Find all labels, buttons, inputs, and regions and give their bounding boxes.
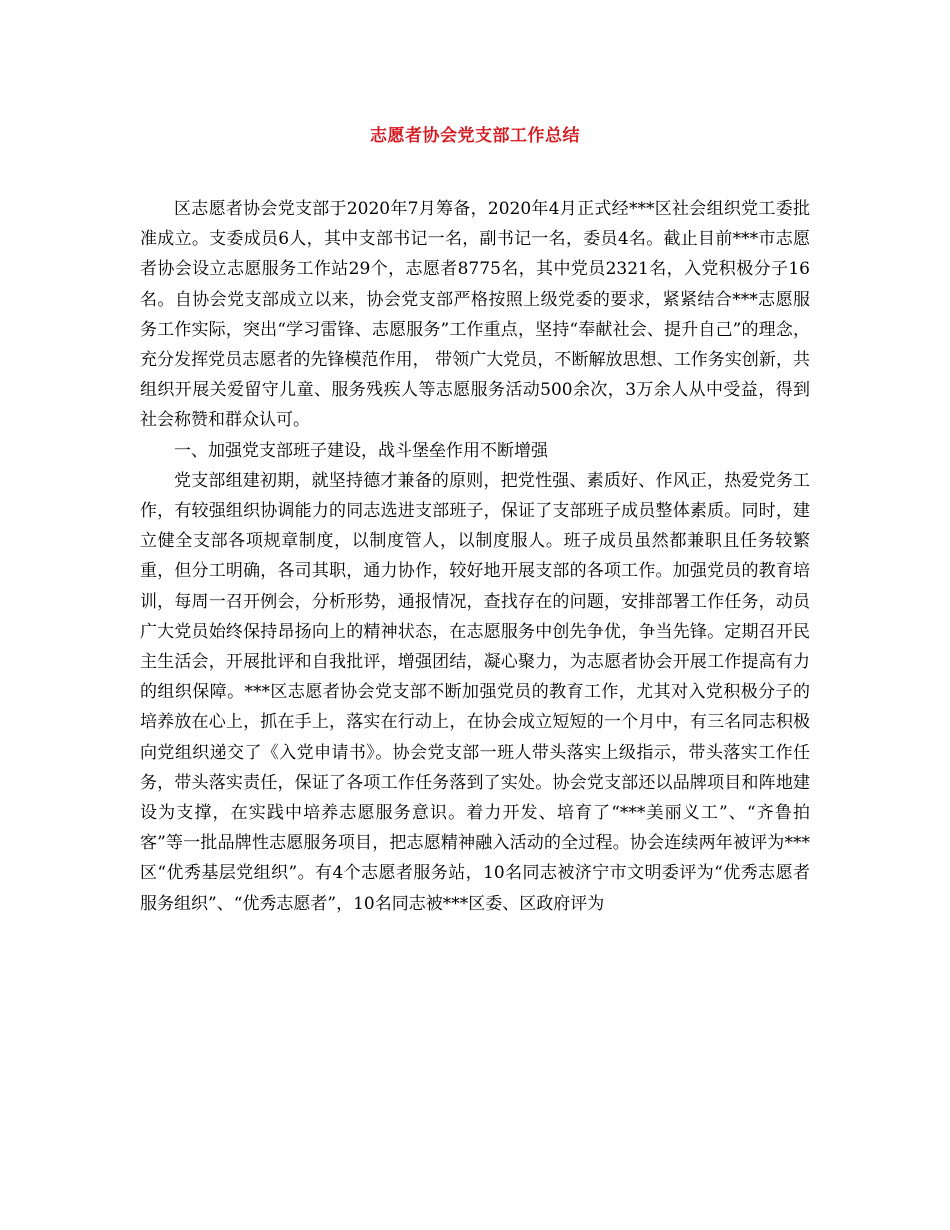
document-title: 志愿者协会党支部工作总结 xyxy=(370,126,580,146)
document-body xyxy=(140,194,810,919)
section-heading-1: 一、加强党支部班子建设，战斗堡垒作用不断增强 xyxy=(174,440,548,461)
intro-paragraph: 区志愿者协会党支部于2020年7月筹备，2020年4月正式经***区社会组织党工委批准成立。支委成员6人，其中支部书记一名，副书记一名，委员4名。截止目前***市志愿者协会设立志愿服务工作站29个，志愿者8775名，其中党员2321名，入党积极分子16名。自协会党支部成立以来，协会党支部严格按照上级党委的要求，紧紧结合***志愿服务工作实际，突出“学习雷锋、志愿服务”工作重点，坚持“奉献社会、提升自己”的理念，充分发挥党员志愿者的先锋模范作用， 带领广大党员，不断解放思想、工作务实创新，共组织开展关爱留守儿童、服务残疾人等志愿服务活动500余次，3万余人从中受益，得到社会称赞和群众认可。 xyxy=(140,199,810,431)
section-1-paragraph: 党支部组建初期，就坚持德才兼备的原则，把党性强、素质好、作风正，热爱党务工作，有较强组织协调能力的同志选进支部班子，保证了支部班子成员整体素质。同时，建立健全支部各项规章制度，以制度管人，以制度服人。班子成员虽然都兼职且任务较繁重，但分工明确，各司其职，通力协作，较好地开展支部的各项工作。加强党员的教育培训，每周一召开例会，分析形势，通报情况，查找存在的问题，安排部署工作任务，动员广大党员始终保持昂扬向上的精神状态，在志愿服务中创先争优，争当先锋。定期召开民主生活会，开展批评和自我批评，增强团结，凝心聚力，为志愿者协会开展工作提高有力的组织保障。***区志愿者协会党支部不断加强党员的教育工作，尤其对入党积极分子的培养放在心上，抓在手上，落实在行动上，在协会成立短短的一个月中，有三名同志积极向党组织递交了《入党申请书》。协会党支部一班人带头落实上级指示，带头落实工作任务，带头落实责任，保证了各项工作任务落到了实处。协会党支部还以品牌项目和阵地建设为支撑，在实践中培养志愿服务意识。着力开发、培育了“***美丽义工”、“齐鲁拍客”等一批品牌性志愿服务项目，把志愿精神融入活动的全过程。协会连续两年被评为***区“优秀基层党组织”。有4个志愿者服务站，10名同志被济宁市文明委评为“优秀志愿者服务组织”、“优秀志愿者”，10名同志被***区委、区政府评为 xyxy=(140,470,810,914)
